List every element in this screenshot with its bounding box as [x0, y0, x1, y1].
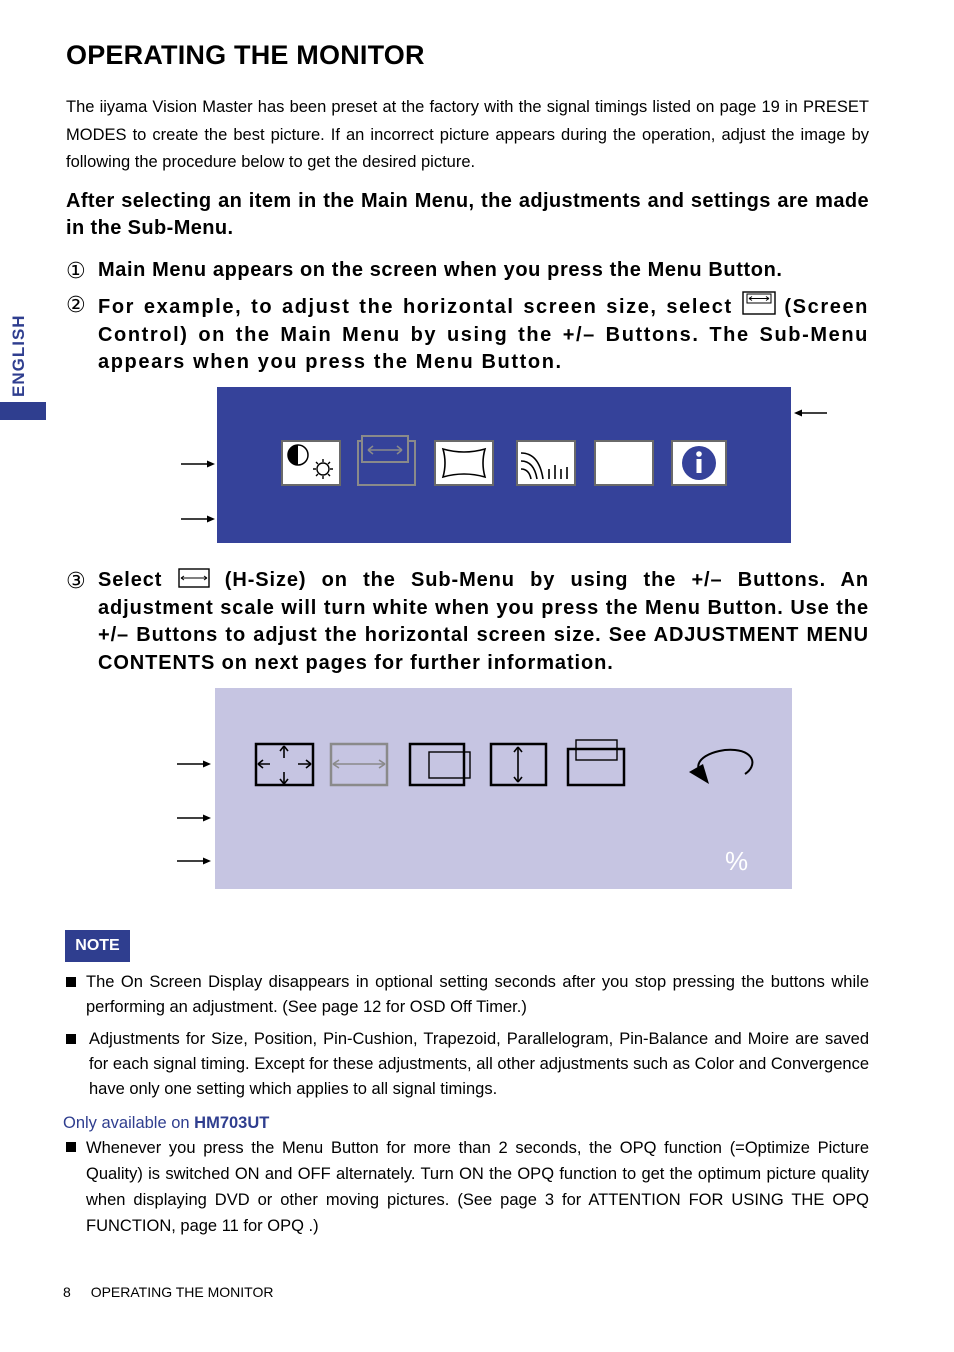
language-label: ENGLISH — [9, 314, 28, 397]
h-position-icon[interactable] — [410, 744, 470, 785]
h-size-icon[interactable] — [331, 744, 387, 785]
side-tab-bar — [0, 402, 46, 420]
submenu-intro: After selecting an item in the Main Menu, the adjustments and settings are made in the Sub-Menu. — [66, 190, 869, 239]
opq-note — [66, 1135, 869, 1239]
information-icon[interactable] — [672, 441, 726, 485]
availability-prefix: Only available on — [63, 1114, 190, 1132]
opq-text: Whenever you press the Menu Button for more than 2 seconds, the OPQ function (=Optimize Picture Quality) is switched ON and OFF alternately. Turn ON the OPQ function to get the optimum picture quality when displaying DVD or other moving pictures. (See page 3 for ATTENTION FOR USING THE OPQ FUNCTION, page 11 for OPQ .) — [86, 1139, 869, 1235]
v-position-icon[interactable] — [568, 740, 624, 785]
step-number: ① — [66, 258, 87, 283]
main-menu-osd — [217, 387, 791, 543]
step-2 — [66, 291, 869, 377]
v-size-icon[interactable] — [491, 744, 546, 785]
page-number: 8 — [63, 1284, 71, 1300]
note-item — [66, 1027, 869, 1102]
contrast-brightness-icon[interactable] — [282, 441, 340, 485]
step-text: Main Menu appears on the screen when you press the Menu Button. — [98, 259, 783, 281]
step-text-after: (Screen Control) on the Main Menu by using the +/– Buttons. The Sub-Menu appears when you press the Menu Button. — [98, 296, 869, 373]
screen-control-icon[interactable] — [358, 436, 415, 485]
color-icon[interactable] — [517, 441, 575, 485]
step-number: ② — [66, 292, 88, 317]
submenu-icon-row-arrow — [177, 757, 211, 771]
bullet-square-icon — [66, 1142, 76, 1152]
return-icon[interactable] — [689, 750, 752, 784]
h-size-inline-icon — [178, 568, 210, 588]
note-item — [66, 970, 869, 1020]
bullet-square-icon — [66, 977, 76, 987]
menu-icon-row-arrow — [181, 457, 215, 471]
step-1 — [66, 257, 869, 285]
screen-control-inline-icon — [742, 291, 776, 315]
geometry-icon[interactable] — [435, 441, 493, 485]
availability-note — [63, 1114, 269, 1133]
bullet-square-icon — [66, 1034, 76, 1044]
page-title: OPERATING THE MONITOR — [66, 40, 425, 70]
step-text-after: (H-Size) on the Sub-Menu by using the +/– Buttons. An adjustment scale will turn white when you press the Menu Button. Use the +/– Buttons to adjust the horizontal screen size. See ADJUSTMENT MENU CONTENTS on next pages for further information. — [98, 569, 869, 674]
note-text: The On Screen Display disappears in optional setting seconds after you stop pressing the buttons while performing an adjustment. (See page 12 for OSD Off Timer.) — [86, 973, 869, 1016]
menu-lower-arrow — [181, 512, 215, 526]
note-badge: NOTE — [65, 930, 130, 962]
sub-menu-osd — [215, 688, 792, 889]
size-icon[interactable] — [256, 744, 313, 785]
scale-unit-label: % — [725, 846, 749, 876]
language-side-tab — [0, 305, 46, 420]
footer-title: OPERATING THE MONITOR — [90, 1284, 274, 1300]
intro-paragraph: The iiyama Vision Master has been preset at the factory with the signal timings listed on page 19 in PRESET MODES to create the best picture. If an incorrect picture appears during the operation, adjust the image by following the procedure below to get the desired picture. — [66, 98, 869, 171]
step-text-before: Select — [98, 569, 163, 591]
blank-icon[interactable] — [595, 441, 653, 485]
page-footer — [63, 1284, 273, 1300]
submenu-scale-arrow — [177, 854, 211, 868]
step-3 — [66, 567, 869, 677]
submenu-middle-arrow — [177, 811, 211, 825]
note-text: Adjustments for Size, Position, Pin-Cushion, Trapezoid, Parallelogram, Pin-Balance and Moire are saved for each signal timing. Except for these adjustments, all other adjustments such as Color and Convergence have only one setting which applies to all signal timings. — [89, 1030, 869, 1098]
menu-title-arrow — [794, 406, 828, 420]
step-text-before: For example, to adjust the horizontal screen size, select — [98, 296, 733, 318]
model-name: HM703UT — [194, 1114, 270, 1132]
step-number: ③ — [66, 568, 87, 593]
